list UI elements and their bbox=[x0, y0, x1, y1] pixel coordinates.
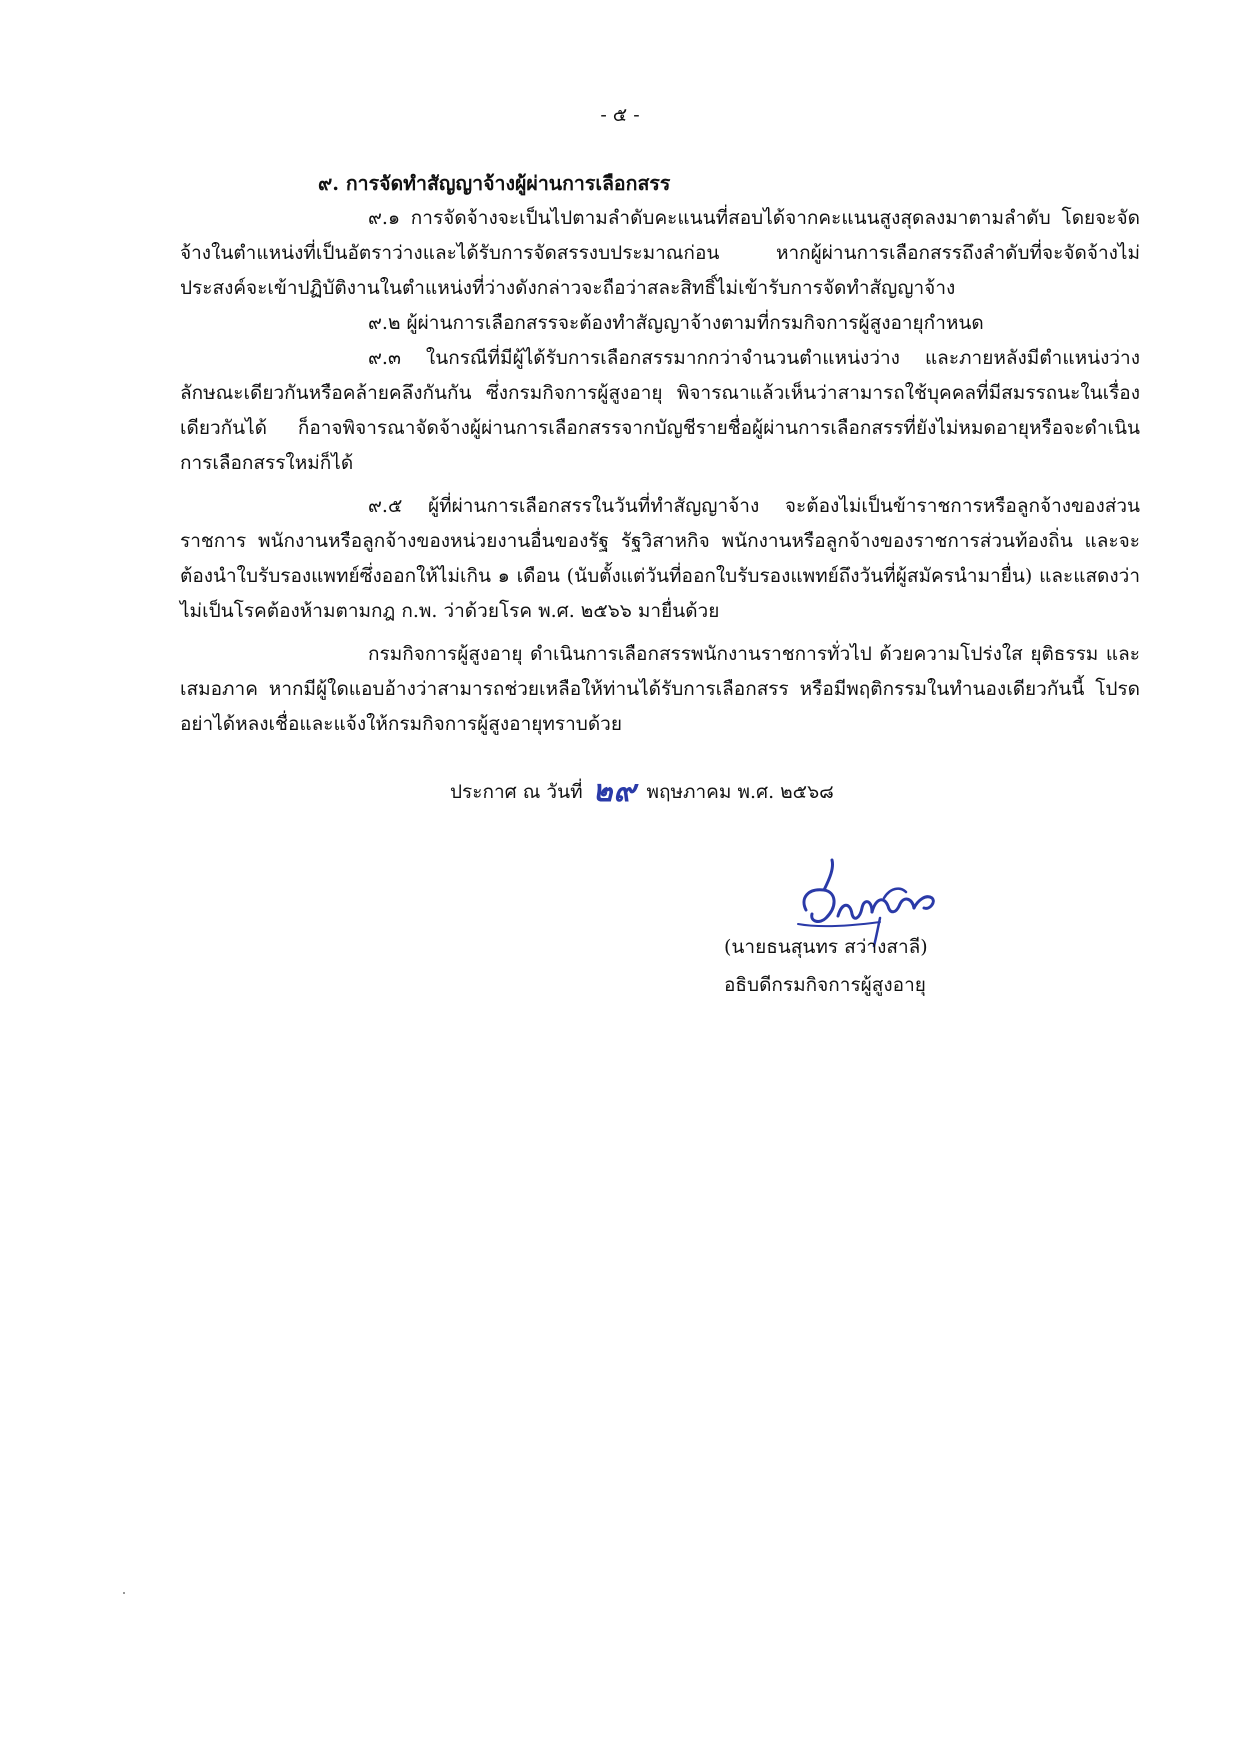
announcement-prefix: ประกาศ ณ วันที่ bbox=[450, 781, 583, 803]
announcement-day: ๒๙ bbox=[592, 774, 637, 809]
paragraph-9-3: ๙.๓ ในกรณีที่มีผู้ได้รับการเลือกสรรมากกว่าจำนวนตำแหน่งว่าง และภายหลังมีตำแหน่งว่างลักษณะเดียวกันหรือคล้ายคลึงกันกัน ซึ่งกรมกิจการผู้สูงอายุ พิจารณาแล้วเห็นว่าสามารถใช้บุคคลที่มีสมรรถนะในเรื่องเดียวกันได้ ก็อาจพิจารณาจัดจ้างผู้ผ่านการเลือกสรรจากบัญชีรายชื่อผู้ผ่านการเลือกสรรที่ยังไม่หมดอายุหรือจะดำเนินการเลือกสรรใหม่ก็ได้ bbox=[180, 347, 1140, 474]
signer-title: อธิบดีกรมกิจการผู้สูงอายุ bbox=[724, 974, 926, 996]
page-number: - ๕ - bbox=[600, 104, 640, 126]
paragraph-9-2: ๙.๒ ผู้ผ่านการเลือกสรรจะต้องทำสัญญาจ้างตามที่กรมกิจการผู้สูงอายุกำหนด bbox=[368, 312, 984, 334]
paragraph-9-1: ๙.๑ การจัดจ้างจะเป็นไปตามลำดับคะแนนที่สอบได้จากคะแนนสูงสุดลงมาตามลำดับ โดยจะจัดจ้างในตำแหน่งที่เป็นอัตราว่างและได้รับการจัดสรรงบประมาณก่อน หากผู้ผ่านการเลือกสรรถึงลำดับที่จะจัดจ้างไม่ประสงค์จะเข้าปฏิบัติงานในตำแหน่งที่ว่างดังกล่าวจะถือว่าสละสิทธิ์ไม่เข้ารับการจัดทำสัญญาจ้าง bbox=[180, 207, 1140, 299]
section-heading: ๙. การจัดทำสัญญาจ้างผู้ผ่านการเลือกสรร bbox=[318, 172, 671, 195]
document-body bbox=[180, 166, 1140, 742]
announcement-suffix: พฤษภาคม พ.ศ. ๒๕๖๘ bbox=[646, 781, 834, 803]
announcement-date bbox=[450, 774, 834, 810]
paragraph-9-5: ๙.๕ ผู้ที่ผ่านการเลือกสรรในวันที่ทำสัญญาจ้าง จะต้องไม่เป็นข้าราชการหรือลูกจ้างของส่วนราชการ พนักงานหรือลูกจ้างของหน่วยงานอื่นของรัฐ รัฐวิสาหกิจ พนักงานหรือลูกจ้างของราชการส่วนท้องถิ่น และจะต้องนำใบรับรองแพทย์ซึ่งออกให้ไม่เกิน ๑ เดือน (นับตั้งแต่วันที่ออกใบรับรองแพทย์ถึงวันที่ผู้สมัครนำมายื่น) และแสดงว่าไม่เป็นโรคต้องห้ามตามกฎ ก.พ. ว่าด้วยโรค พ.ศ. ๒๕๖๖ มายื่นด้วย bbox=[180, 495, 1140, 622]
closing-paragraph: กรมกิจการผู้สูงอายุ ดำเนินการเลือกสรรพนักงานราชการทั่วไป ด้วยความโปร่งใส ยุติธรรม และเสมอภาค หากมีผู้ใดแอบอ้างว่าสามารถช่วยเหลือให้ท่านได้รับการเลือกสรร หรือมีพฤติกรรมในทำนองเดียวกันนี้ โปรดอย่าได้หลงเชื่อและแจ้งให้กรมกิจการผู้สูงอายุทราบด้วย bbox=[180, 643, 1140, 735]
scan-speck bbox=[123, 1592, 125, 1594]
signer-name: (นายธนสุนทร สว่างสาลี) bbox=[724, 936, 928, 958]
